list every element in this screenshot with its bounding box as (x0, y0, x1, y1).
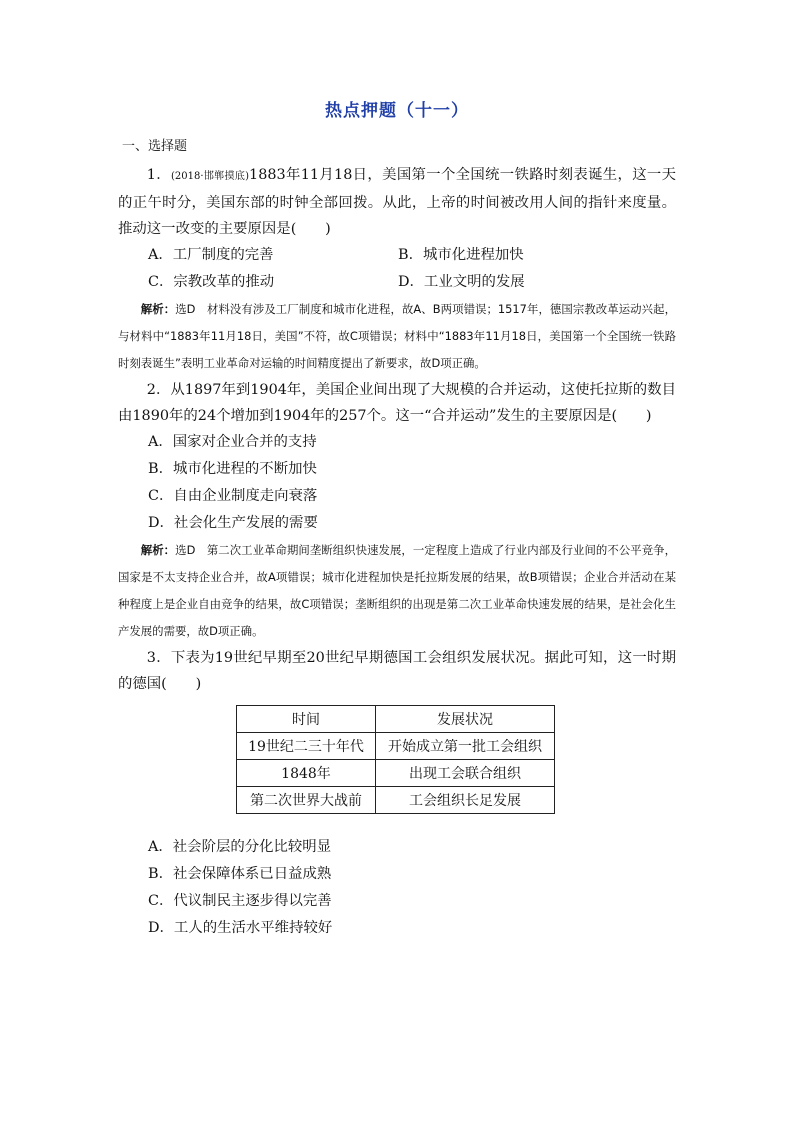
table-header-cell: 发展状况 (376, 706, 555, 733)
option-a: A．工厂制度的完善 (148, 247, 274, 263)
table-cell: 第二次世界大战前 (237, 787, 376, 814)
question-1 (118, 162, 676, 242)
exam-page (118, 96, 676, 942)
union-development-table (236, 705, 555, 814)
analysis-label: 解析： (140, 302, 176, 316)
table-cell: 开始成立第一批工会组织 (376, 733, 555, 760)
question-2-stem: 2．从1897年到1904年，美国企业间出现了大规模的合并运动，这使托拉斯的数目由1890年的24个增加到1904年的257个。这一“合并运动”发生的主要原因是( ) (118, 382, 676, 424)
option-b: B．社会保障体系已日益成熟 (148, 866, 332, 882)
section-heading: 一、选择题 (122, 139, 188, 154)
table-cell: 出现工会联合组织 (376, 760, 555, 787)
option-c: C．宗教改革的推动 (148, 274, 275, 290)
analysis-text: 选D 材料没有涉及工厂制度和城市化进程，故A、B两项错误；1517年，德国宗教改革运动兴起，与材料中“1883年11月18日，美国”不符，故C项错误；材料中“1883年11月18日，美国第一个全国统一铁路时刻表诞生”表明工业革命对运输的时间精度提出了新要求，故D项正确。 (118, 302, 676, 370)
table-row (237, 733, 555, 760)
option-b: B．城市化进程加快 (398, 247, 524, 263)
question-1-options-row-1 (118, 242, 676, 269)
question-1-number: 1． (146, 167, 171, 183)
table-cell: 工会组织长足发展 (376, 787, 555, 814)
analysis-text: 选D 第二次工业革命期间垄断组织快速发展，一定程度上造成了行业内部及行业间的不公平竞争，国家是不太支持企业合并，故A项错误；城市化进程加快是托拉斯发展的结果，故B项错误；企业合并活动在某种程度上是企业自由竞争的结果，故C项错误；垄断组织的出现是第二次工业革命快速发展的结果，是社会化生产发展的需要，故D项正确。 (118, 543, 676, 638)
question-1-stem: 1883年11月18日，美国第一个全国统一铁路时刻表诞生，这一天的正午时分，美国东部的时钟全部回拨。从此，上帝的时间被改用人间的指针来度量。推动这一改变的主要原因是( ) (118, 167, 677, 237)
question-2-analysis (118, 537, 676, 645)
option-a: A．社会阶层的分化比较明显 (148, 839, 332, 855)
question-1-analysis (118, 296, 676, 377)
table-cell: 1848年 (237, 760, 376, 787)
option-c: C．代议制民主逐步得以完善 (148, 893, 332, 909)
option-c: C．自由企业制度走向衰落 (148, 488, 318, 504)
question-1-source: (2018·邯郸摸底) (171, 171, 250, 182)
option-a: A．国家对企业合并的支持 (148, 434, 317, 450)
table-row (237, 787, 555, 814)
question-3-stem: 3．下表为19世纪早期至20世纪早期德国工会组织发展状况。据此可知，这一时期的德国( ) (118, 650, 676, 692)
table-row (237, 760, 555, 787)
option-d: D．工业文明的发展 (398, 274, 525, 290)
table-header-cell: 时间 (237, 706, 376, 733)
option-d: D．社会化生产发展的需要 (148, 515, 318, 531)
option-b: B．城市化进程的不断加快 (148, 461, 317, 477)
analysis-label: 解析： (140, 543, 176, 557)
option-d: D．工人的生活水平维持较好 (148, 920, 333, 936)
page-title: 热点押题（十一） (325, 101, 469, 121)
table-header-row (237, 706, 555, 733)
question-1-options-row-2 (118, 269, 676, 296)
table-cell: 19世纪二三十年代 (237, 733, 376, 760)
